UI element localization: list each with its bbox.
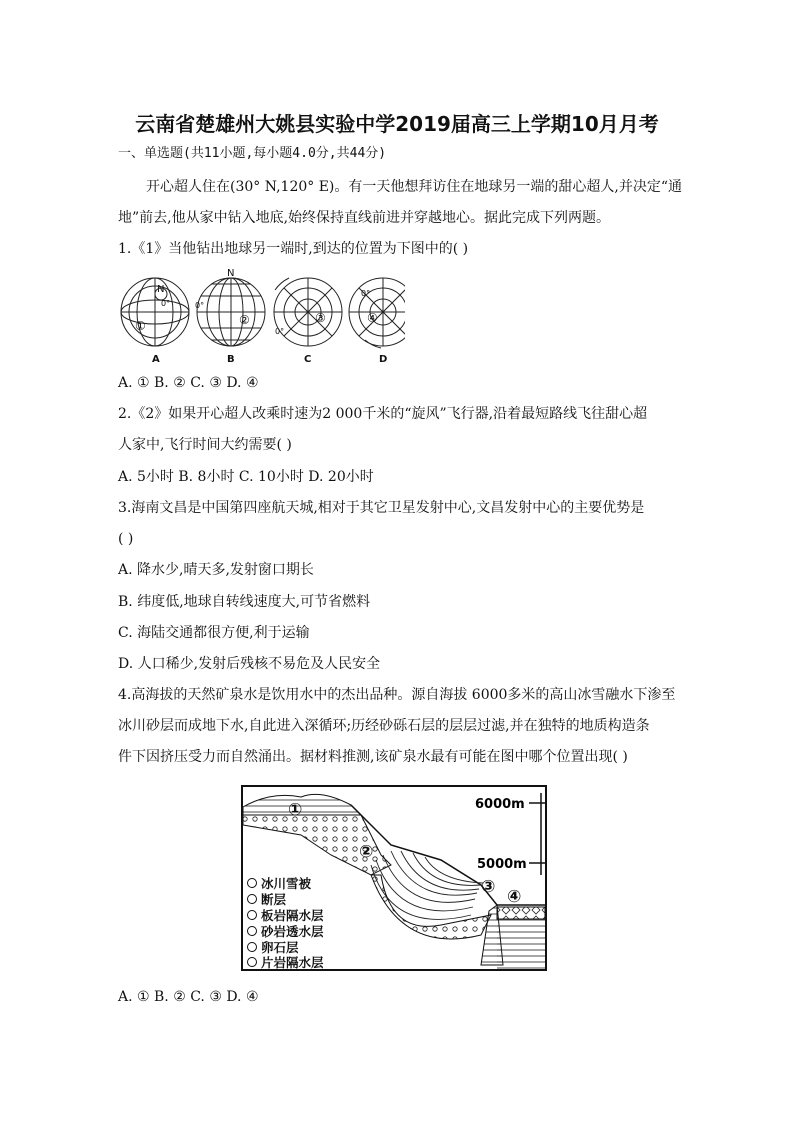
q3-stem-line-1: 3.海南文昌是中国第四座航天城,相对于其它卫星发射中心,文昌发射中心的主要优势是 [118, 500, 645, 516]
globe-a-n: N [157, 284, 165, 295]
page-title: 云南省楚雄州大姚县实验中学2019届高三上学期10月月考 [135, 112, 659, 136]
globe-caption-b: B [227, 354, 235, 365]
globe-c [274, 278, 342, 346]
legend-glacier: 冰川雪被 [261, 876, 312, 891]
q3-option-d: D. 人口稀少,发射后残核不易危及人民安全 [118, 656, 381, 672]
globe-a [121, 278, 189, 346]
intro-line-2: 地”前去,他从家中钻入地底,始终保持直线前进并穿越地心。据此完成下列两题。 [118, 210, 611, 226]
geo-mark-4: ④ [507, 887, 522, 907]
legend-sandstone: 砂岩透水层 [261, 924, 324, 939]
q3-stem-line-2: ( ) [118, 531, 134, 547]
globe-d-mark: ④ [367, 311, 378, 325]
q1-stem: 1.《1》当他钻出地球另一端时,到达的位置为下图中的( ) [118, 241, 469, 257]
section-heading: 一、单选题(共11小题,每小题4.0分,共44分) [118, 146, 387, 161]
q3-option-a: A. 降水少,晴天多,发射窗口期长 [118, 562, 314, 578]
q2-stem-line-2: 人家中,飞行时间大约需要( ) [118, 437, 292, 453]
q4-stem-line-1: 4.高海拔的天然矿泉水是饮用水中的杰出品种。源自海拔 6000多米的高山冰雪融水下渗至 [118, 687, 676, 703]
q2-options: A. 5小时 B. 8小时 C. 10小时 D. 20小时 [118, 469, 374, 485]
globe-caption-d: D [379, 354, 388, 365]
geology-diagram [241, 785, 547, 971]
intro-line-1: 开心超人住在(30° N,120° E)。有一天他想拜访住在地球另一端的甜心超人,并决定“通 [146, 179, 682, 195]
q1-options: A. ① B. ② C. ③ D. ④ [118, 375, 259, 391]
globe-b-n: N [227, 268, 235, 279]
q2-stem-line-1: 2.《2》如果开心超人改乘时速为2 000千米的“旋风”飞行器,沿着最短路线飞往甜心超 [118, 406, 648, 422]
q3-option-b: B. 纬度低,地球自转线速度大,可节省燃料 [118, 594, 371, 610]
svg-text:0°: 0° [361, 289, 371, 298]
globe-caption-c: C [304, 354, 312, 365]
geo-mark-1: ① [288, 800, 303, 820]
elev-5000: 5000m [477, 857, 527, 872]
q4-stem-line-2: 冰川砂层而成地下水,自此进入深循环;历经砂砾石层的层层过滤,并在独特的地质构造条 [118, 718, 650, 734]
q4-stem-line-3: 件下因挤压受力而自然涌出。据材料推测,该矿泉水最有可能在图中哪个位置出现( ) [118, 749, 628, 765]
legend-slate: 板岩隔水层 [261, 908, 324, 923]
geo-mark-2: ② [359, 842, 374, 862]
globe-c-mark: ③ [315, 311, 326, 325]
svg-text:0°: 0° [161, 299, 171, 308]
geo-mark-3: ③ [481, 877, 496, 897]
legend-schist: 片岩隔水层 [261, 955, 324, 970]
legend-pebble: 卵石层 [261, 940, 299, 955]
q3-option-c: C. 海陆交通都很方便,利于运输 [118, 625, 310, 641]
legend-fault: 断层 [261, 892, 287, 907]
globe-b [197, 278, 265, 346]
svg-text:0°: 0° [195, 301, 205, 310]
elev-6000: 6000m [475, 797, 525, 812]
globe-a-mark: ① [135, 319, 146, 333]
globe-caption-a: A [152, 354, 160, 365]
svg-text:0°: 0° [275, 327, 285, 336]
globe-b-mark: ② [239, 313, 250, 327]
q4-options: A. ① B. ② C. ③ D. ④ [118, 989, 259, 1005]
globes-figure [115, 268, 405, 368]
